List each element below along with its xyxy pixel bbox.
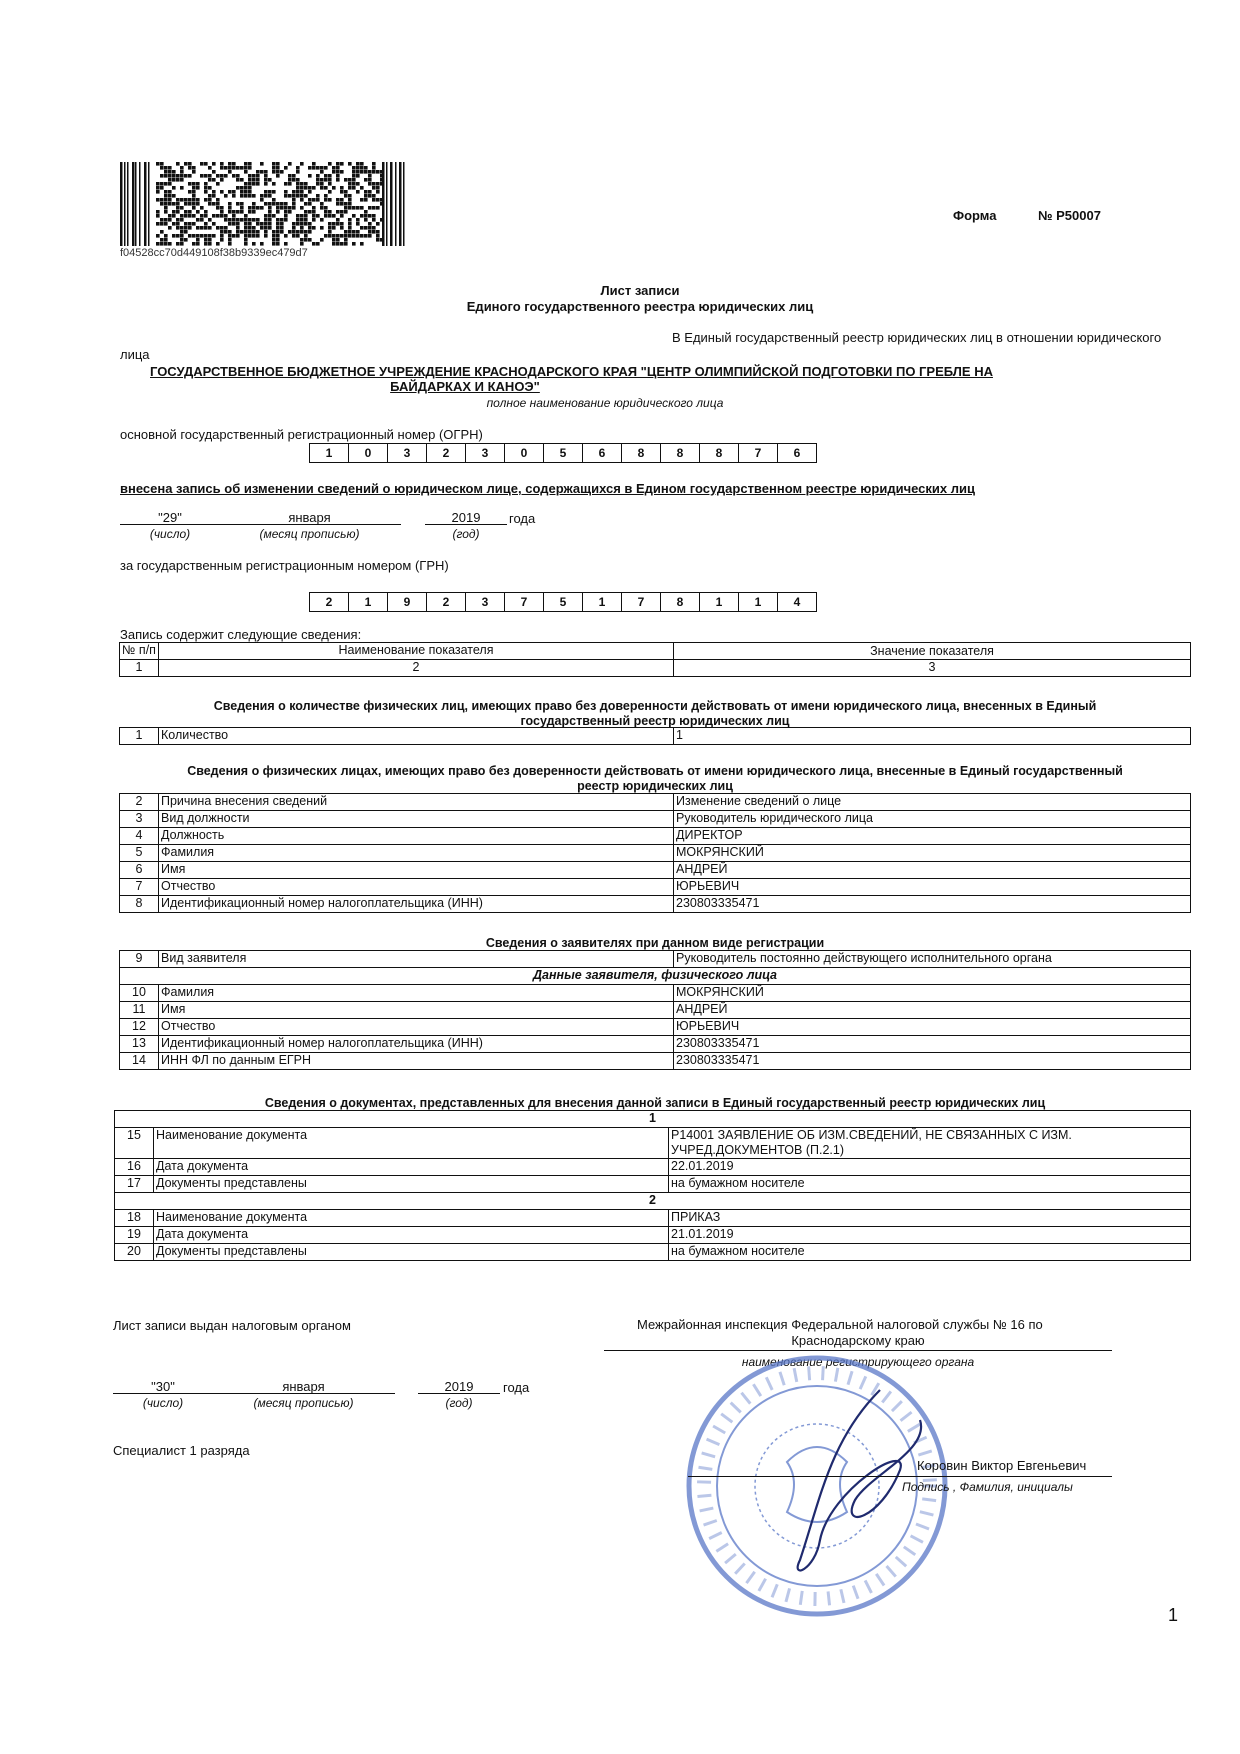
digit-cell: 6	[583, 444, 622, 462]
contains-label: Запись содержит следующие сведения:	[120, 627, 362, 642]
row-number: 16	[115, 1159, 154, 1176]
section2-table	[119, 793, 1191, 913]
table-row	[115, 1128, 1191, 1159]
row-name: Вид заявителя	[159, 951, 674, 968]
entry-date-year-caption: (год)	[452, 527, 480, 541]
row-number: 1	[120, 728, 159, 745]
entry-date-month: января	[288, 510, 331, 525]
ogrn-digits	[309, 443, 817, 463]
digit-cell: 3	[388, 444, 427, 462]
digit-cell: 2	[427, 444, 466, 462]
row-value: МОКРЯНСКИЙ	[674, 985, 1191, 1002]
document-index: 2	[115, 1193, 1191, 1210]
row-number: 11	[120, 1002, 159, 1019]
row-number: 8	[120, 896, 159, 913]
entity-name-line1: ГОСУДАРСТВЕННОЕ БЮДЖЕТНОЕ УЧРЕЖДЕНИЕ КРАСНОДАРСКОГО КРАЯ "ЦЕНТР ОЛИМПИЙСКОЙ ПОДГОТОВКИ ПО ГРЕБЛЕ НА	[150, 364, 993, 379]
row-number: 20	[115, 1244, 154, 1261]
row-name: Причина внесения сведений	[159, 794, 674, 811]
intro-line1: В Единый государственный реестр юридических лиц в отношении юридического	[672, 330, 1162, 345]
entity-name-line2: БАЙДАРКАХ И КАНОЭ"	[390, 379, 540, 394]
table-row	[120, 811, 1191, 828]
row-number: 14	[120, 1053, 159, 1070]
row-value: МОКРЯНСКИЙ	[674, 845, 1191, 862]
issue-date-day: "30"	[151, 1379, 175, 1394]
section4-title: Сведения о документах, представленных для внесения данной записи в Единый государственный реестр юридических лиц	[264, 1096, 1046, 1110]
issue-date-month: января	[282, 1379, 325, 1394]
table-row	[115, 1227, 1191, 1244]
entry-date-month-caption: (месяц прописью)	[259, 527, 360, 541]
row-number: 4	[120, 828, 159, 845]
header-col2: Наименование показателя	[159, 643, 674, 660]
digit-cell: 6	[778, 444, 817, 462]
row-name: Документы представлены	[154, 1176, 669, 1193]
digit-cell: 8	[661, 444, 700, 462]
entry-made: внесена запись об изменении сведений о юридическом лице, содержащихся в Едином государственном реестре юридических лиц	[120, 481, 975, 496]
table-row	[120, 1002, 1191, 1019]
issue-date-year-suffix: года	[503, 1380, 530, 1395]
row-name: Наименование документа	[154, 1128, 669, 1159]
digit-cell: 8	[700, 444, 739, 462]
row-name: Фамилия	[159, 985, 674, 1002]
row-number: 7	[120, 879, 159, 896]
table-row	[120, 879, 1191, 896]
section3-subtitle: Данные заявителя, физического лица	[120, 968, 1191, 985]
issued-label: Лист записи выдан налоговым органом	[113, 1318, 351, 1333]
row-value: Руководитель юридического лица	[674, 811, 1191, 828]
section1-table	[119, 727, 1191, 745]
row-name: Наименование документа	[154, 1210, 669, 1227]
table-row	[120, 828, 1191, 845]
row-name: Документы представлены	[154, 1244, 669, 1261]
row-number: 13	[120, 1036, 159, 1053]
header-n2: 2	[159, 660, 674, 677]
table-row	[115, 1244, 1191, 1261]
table-row	[120, 862, 1191, 879]
title-line1: Лист записи	[600, 283, 680, 298]
authority-line2: Краснодарскому краю	[791, 1333, 925, 1348]
entity-name-caption: полное наименование юридического лица	[486, 396, 724, 410]
digit-cell: 1	[739, 593, 778, 611]
header-col3: Значение показателя	[674, 643, 1191, 660]
header-n1: 1	[120, 660, 159, 677]
row-value: на бумажном носителе	[669, 1176, 1191, 1193]
title-line2: Единого государственного реестра юридических лиц	[466, 299, 814, 314]
digit-cell: 2	[427, 593, 466, 611]
entry-date-year-suffix: года	[509, 511, 536, 526]
row-name: Имя	[159, 862, 674, 879]
digit-cell: 8	[661, 593, 700, 611]
row-name: Дата документа	[154, 1227, 669, 1244]
entry-date-year: 2019	[451, 510, 481, 525]
barcode	[120, 162, 405, 246]
section1-title-l1: Сведения о количестве физических лиц, имеющих право без доверенности действовать от имени юридического лица, внесенных в Единый	[213, 699, 1097, 713]
row-value: АНДРЕЙ	[674, 862, 1191, 879]
intro-line2: лица	[120, 347, 150, 362]
table-row	[120, 1036, 1191, 1053]
digit-cell: 3	[466, 593, 505, 611]
table-row	[120, 896, 1191, 913]
row-name: Вид должности	[159, 811, 674, 828]
row-value: Руководитель постоянно действующего исполнительного органа	[674, 951, 1191, 968]
row-name: Количество	[159, 728, 674, 745]
row-value: 1	[674, 728, 1191, 745]
row-value: Изменение сведений о лице	[674, 794, 1191, 811]
form-label: Форма	[953, 208, 997, 223]
table-row	[120, 728, 1191, 745]
digit-cell: 5	[544, 444, 583, 462]
signer-name: Коровин Виктор Евгеньевич	[917, 1458, 1087, 1473]
digit-cell: 1	[583, 593, 622, 611]
row-name: Идентификационный номер налогоплательщика (ИНН)	[159, 896, 674, 913]
issue-date-day-caption: (число)	[142, 1396, 184, 1410]
row-value: на бумажном носителе	[669, 1244, 1191, 1261]
digit-cell: 9	[388, 593, 427, 611]
header-table	[119, 642, 1191, 677]
row-value: Р14001 ЗАЯВЛЕНИЕ ОБ ИЗМ.СВЕДЕНИЙ, НЕ СВЯЗАННЫХ С ИЗМ. УЧРЕД.ДОКУМЕНТОВ (П.2.1)	[669, 1128, 1191, 1159]
section1-title-l2: государственный реестр юридических лиц	[520, 714, 790, 728]
row-value: 21.01.2019	[669, 1227, 1191, 1244]
row-value: 230803335471	[674, 896, 1191, 913]
row-number: 17	[115, 1176, 154, 1193]
row-number: 3	[120, 811, 159, 828]
table-row	[115, 1159, 1191, 1176]
digit-cell: 1	[349, 593, 388, 611]
header-n3: 3	[674, 660, 1191, 677]
entry-date-day: "29"	[158, 510, 182, 525]
row-value: ЮРЬЕВИЧ	[674, 1019, 1191, 1036]
digit-cell: 3	[466, 444, 505, 462]
row-number: 2	[120, 794, 159, 811]
row-name: Должность	[159, 828, 674, 845]
row-value: 22.01.2019	[669, 1159, 1191, 1176]
row-value: ПРИКАЗ	[669, 1210, 1191, 1227]
row-value: ДИРЕКТОР	[674, 828, 1191, 845]
row-number: 5	[120, 845, 159, 862]
table-row	[120, 1053, 1191, 1070]
table-row	[120, 985, 1191, 1002]
digit-cell: 7	[622, 593, 661, 611]
document-index: 1	[115, 1111, 1191, 1128]
row-name: Фамилия	[159, 845, 674, 862]
row-name: Имя	[159, 1002, 674, 1019]
digit-cell: 7	[505, 593, 544, 611]
row-value: 230803335471	[674, 1036, 1191, 1053]
row-number: 15	[115, 1128, 154, 1159]
digit-cell: 1	[700, 593, 739, 611]
row-name: Дата документа	[154, 1159, 669, 1176]
row-number: 12	[120, 1019, 159, 1036]
row-number: 10	[120, 985, 159, 1002]
grn-digits	[309, 592, 817, 612]
row-value: ЮРЬЕВИЧ	[674, 879, 1191, 896]
form-number: № Р50007	[1038, 208, 1101, 223]
page-number: 1	[1168, 1605, 1179, 1625]
row-number: 6	[120, 862, 159, 879]
row-value: АНДРЕЙ	[674, 1002, 1191, 1019]
section3-table	[119, 950, 1191, 1070]
barcode-hash: f04528cc70d449108f38b9339ec479d7	[120, 247, 308, 259]
table-row	[120, 845, 1191, 862]
header-col1: № п/п	[120, 643, 159, 660]
specialist: Специалист 1 разряда	[113, 1443, 250, 1458]
section2-title-l2: реестр юридических лиц	[577, 779, 733, 793]
table-row	[120, 794, 1191, 811]
issue-date-year: 2019	[444, 1379, 474, 1394]
row-name: ИНН ФЛ по данным ЕГРН	[159, 1053, 674, 1070]
section4-table	[114, 1110, 1191, 1261]
row-number: 19	[115, 1227, 154, 1244]
table-row	[120, 1019, 1191, 1036]
digit-cell: 0	[505, 444, 544, 462]
row-name: Отчество	[159, 1019, 674, 1036]
digit-cell: 5	[544, 593, 583, 611]
row-number: 18	[115, 1210, 154, 1227]
row-number: 9	[120, 951, 159, 968]
issue-date-year-caption: (год)	[445, 1396, 473, 1410]
digit-cell: 7	[739, 444, 778, 462]
section2-title-l1: Сведения о физических лицах, имеющих право без доверенности действовать от имени юридического лица, внесенные в Единый государственный	[187, 764, 1123, 778]
row-name: Отчество	[159, 879, 674, 896]
section3-title: Сведения о заявителях при данном виде регистрации	[485, 936, 825, 950]
digit-cell: 0	[349, 444, 388, 462]
authority-caption: наименование регистрирующего органа	[741, 1355, 975, 1369]
ogrn-label: основной государственный регистрационный номер (ОГРН)	[120, 427, 483, 442]
issue-date-month-caption: (месяц прописью)	[253, 1396, 354, 1410]
entry-date-day-caption: (число)	[149, 527, 191, 541]
grn-label: за государственным регистрационным номером (ГРН)	[120, 558, 449, 573]
digit-cell: 1	[310, 444, 349, 462]
digit-cell: 2	[310, 593, 349, 611]
signer-caption: Подпись , Фамилия, инициалы	[902, 1480, 1073, 1494]
row-name: Идентификационный номер налогоплательщика (ИНН)	[159, 1036, 674, 1053]
table-row	[115, 1210, 1191, 1227]
digit-cell: 4	[778, 593, 817, 611]
authority-line1: Межрайонная инспекция Федеральной налоговой службы № 16 по	[637, 1317, 1043, 1332]
digit-cell: 8	[622, 444, 661, 462]
row-value: 230803335471	[674, 1053, 1191, 1070]
table-row	[115, 1176, 1191, 1193]
